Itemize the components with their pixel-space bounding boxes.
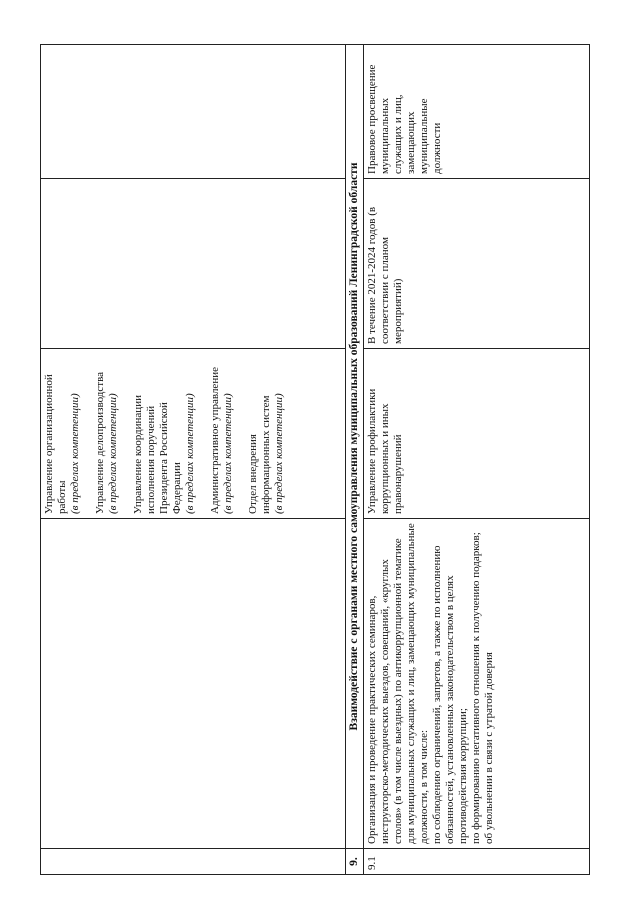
item-line: Организация и проведение практических семинаров, инструкторско-методических выездов, совещаний, «круглых столов» (в том числе выездных) по антикоррупционной тематике для муниципальных служащих и лиц, замещающих муниципальные должности, в том числе: — [366, 523, 430, 844]
cell-empty-name — [41, 519, 346, 849]
executor-item — [94, 353, 120, 514]
executor-item — [247, 353, 286, 514]
executor-item — [209, 353, 235, 514]
executor-note: (в пределах компетенции) — [107, 393, 119, 514]
item-number: 9.1 — [364, 849, 590, 875]
executor-item — [132, 353, 197, 514]
executor-name: Управление организационной работы — [43, 374, 68, 514]
executor-note: (в пределах компетенции) — [273, 393, 285, 514]
item-line: по соблюдению ограничений, запретов, а также по исполнению обязанностей, установленных законодательством в целях противодействия коррупции; — [431, 545, 469, 844]
executor-name: Отдел внедрения информационных систем — [247, 395, 272, 514]
rotated-page — [40, 45, 590, 875]
table-row — [364, 45, 590, 875]
table-row — [41, 45, 346, 875]
item-term: В течение 2021-2024 годов (в соответствии с планом мероприятий) — [364, 179, 590, 349]
item-line: по формированию негативного отношения к получению подарков; — [470, 532, 482, 844]
cell-empty-number — [41, 849, 346, 875]
item-line: об увольнении в связи с утратой доверия — [483, 652, 495, 844]
executor-name: Управление координации исполнения поручений Президента Российской Федерации — [132, 395, 183, 514]
item-executor: Управление профилактики коррупционных и иных правонарушений — [364, 349, 590, 519]
item-description — [364, 519, 590, 849]
executor-item — [43, 353, 82, 514]
cell-empty-result — [41, 45, 346, 179]
section-row — [346, 45, 364, 875]
executor-note: (в пределах компетенции) — [222, 393, 234, 514]
plan-table — [40, 44, 590, 875]
executor-name: Административное управление — [209, 367, 221, 514]
executor-note: (в пределах компетенции) — [69, 393, 81, 514]
cell-empty-term — [41, 179, 346, 349]
section-number: 9. — [346, 849, 364, 875]
item-result: Правовое просвещение муниципальных служащих и лиц, замещающих муниципальные должности — [364, 45, 590, 179]
executor-name: Управление делопроизводства — [94, 371, 106, 514]
cell-executors — [41, 349, 346, 519]
section-title: Взаимодействие с органами местного самоуправления муниципальных образований Ленинградской области — [346, 45, 364, 849]
executor-note: (в пределах компетенции) — [184, 393, 196, 514]
